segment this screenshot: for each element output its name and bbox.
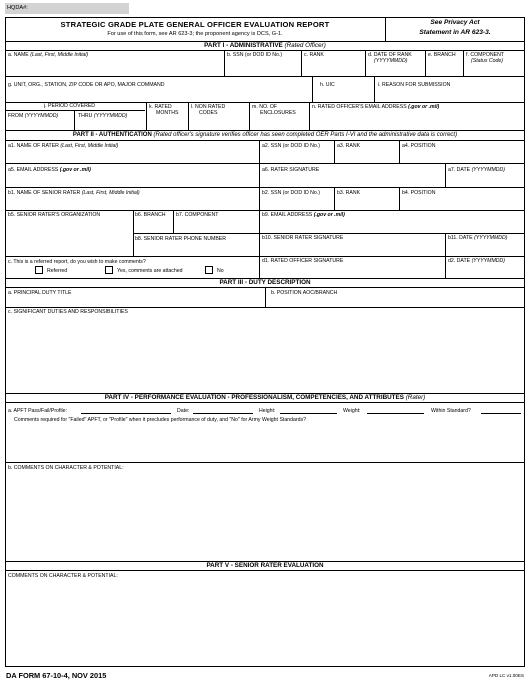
rater-email-field[interactable] <box>6 174 258 186</box>
ssn-label: b. SSN (or DOD ID No.) <box>227 52 283 58</box>
senior-rater-date-label: b11. DATE (YYYYMMDD) <box>448 235 508 241</box>
form-number: DA FORM 67-10-4, NOV 2015 <box>6 671 107 680</box>
weight-field[interactable] <box>367 413 424 414</box>
part3-title: PART III - DUTY DESCRIPTION <box>219 279 311 286</box>
unit-label: g. UNIT, ORG., STATION, ZIP CODE OR APO, MAJOR COMMAND <box>8 82 165 88</box>
senior-rater-rank-field[interactable] <box>335 197 398 209</box>
senior-rater-branch-field[interactable] <box>134 219 172 231</box>
nonrated-codes-field[interactable] <box>189 117 248 129</box>
rated-months-label: k. RATED <box>149 104 172 110</box>
uic-field[interactable] <box>313 89 373 101</box>
form-subtitle: For use of this form, see AR 623-3; the proponent agency is DCS, G-1. <box>107 31 283 37</box>
height-field[interactable] <box>280 413 337 414</box>
senior-rater-org-field[interactable] <box>6 219 132 255</box>
senior-rater-signature-label: b10. SENIOR RATER SIGNATURE <box>262 235 344 241</box>
period-from-field[interactable] <box>6 119 73 129</box>
enclosures-field[interactable] <box>250 117 308 129</box>
height-label: Height: <box>259 408 276 414</box>
apft-label: a. APFT Pass/Fail/Profile: <box>8 408 68 414</box>
rated-officer-email-field[interactable] <box>310 112 524 129</box>
no-comments-label: No <box>217 268 224 274</box>
principal-duty-title-label: a. PRINCIPAL DUTY TITLE <box>8 290 72 296</box>
rank-label: c. RANK <box>304 52 324 58</box>
rater-signature-label: a6. RATER SIGNATURE <box>262 167 320 173</box>
rater-rank-field[interactable] <box>335 150 398 162</box>
reason-field[interactable] <box>375 89 524 101</box>
yes-comments-checkbox[interactable] <box>105 266 113 274</box>
rater-signature-field[interactable] <box>260 174 444 186</box>
rated-months-label-2: MONTHS <box>156 110 179 116</box>
branch-field[interactable] <box>426 58 462 74</box>
branch-label: e. BRANCH <box>428 52 456 58</box>
part5-title: PART V - SENIOR RATER EVALUATION <box>206 562 324 569</box>
rated-officer-date-label: d2. DATE (YYYYMMDD) <box>448 258 505 264</box>
component-label: f. COMPONENT <box>466 52 505 58</box>
senior-rater-position-label: b4. POSITION <box>402 190 436 196</box>
senior-rater-org-label: b5. SENIOR RATER'S ORGANIZATION <box>8 212 101 218</box>
from-label: FROM (YYYYMMDD) <box>8 113 59 119</box>
reason-label: i. REASON FOR SUBMISSION <box>378 82 451 88</box>
senior-rater-signature-field[interactable] <box>260 242 444 255</box>
apft-date-label: Date: <box>177 408 190 414</box>
senior-rater-date-field[interactable] <box>446 242 524 255</box>
uic-label: h. UIC <box>320 82 335 88</box>
referred-question: c. This is a referred report, do you wish to make comments? <box>8 259 146 265</box>
apft-field[interactable] <box>81 413 171 414</box>
senior-rater-ssn-field[interactable] <box>260 197 333 209</box>
part4-title: PART IV - PERFORMANCE EVALUATION - PROFESSIONALISM, COMPETENCIES, AND ATTRIBUTES (Rater) <box>104 394 426 401</box>
rated-officer-rank-field[interactable] <box>302 58 364 74</box>
apft-date-field[interactable] <box>193 413 253 414</box>
hqda-label: HQDA#: <box>7 5 28 11</box>
rater-date-label: a7. DATE (YYYYMMDD) <box>448 167 505 173</box>
senior-rater-phone-field[interactable] <box>134 243 258 255</box>
name-label: a. NAME (Last, First, Middle Initial) <box>8 52 89 58</box>
senior-rater-comments-textarea[interactable] <box>6 580 524 666</box>
rated-officer-email-label: n. RATED OFFICER'S EMAIL ADDRESS (.gov or .mil) <box>312 104 440 110</box>
period-covered-label: j. PERIOD COVERED <box>44 103 96 109</box>
nonrated-codes-label-2: CODES <box>199 110 218 116</box>
senior-rater-email-label: b9. EMAIL ADDRESS (.gov or .mil) <box>262 212 345 218</box>
rater-ssn-field[interactable] <box>260 150 333 162</box>
rater-position-field[interactable] <box>400 150 524 162</box>
rater-ssn-label: a2. SSN (or DOD ID No.) <box>262 143 320 149</box>
senior-rater-email-field[interactable] <box>260 219 524 231</box>
duties-label: c. SIGNIFICANT DUTIES AND RESPONSIBILITIES <box>8 309 128 315</box>
enclosures-label: m. NO. OF <box>252 104 278 110</box>
form-title: STRATEGIC GRADE PLATE GENERAL OFFICER EVALUATION REPORT <box>60 20 330 29</box>
yes-comments-label: Yes, comments are attached <box>117 268 183 274</box>
part2-title: PART II - AUTHENTICATION (Rated officer's signature verifies officer has seen completed OER Parts I-VI and the administrative data is correct) <box>72 132 458 138</box>
apft-comments-note: Comments required for "Failed" APFT, or "Profile" when it precludes performance of duty, and "No" for Army Weight Standards? <box>14 417 306 423</box>
part1-title: PART I - ADMINISTRATIVE (Rated Officer) <box>204 42 326 49</box>
unit-field[interactable] <box>6 89 311 101</box>
weight-label: Weight: <box>343 408 361 414</box>
apft-comments-field[interactable] <box>6 425 524 461</box>
component-sub: (Status Code) <box>471 58 504 64</box>
enclosures-label-2: ENCLOSURES <box>260 110 296 116</box>
position-aoc-field[interactable] <box>266 296 524 306</box>
senior-rater-position-field[interactable] <box>400 197 524 209</box>
nonrated-codes-label: l. NON RATED <box>191 104 226 110</box>
senior-rater-component-label: b7. COMPONENT <box>176 212 219 218</box>
senior-rater-branch-label: b6. BRANCH <box>135 212 166 218</box>
rated-officer-signature-label: d1. RATED OFFICER SIGNATURE <box>262 258 344 264</box>
rater-date-field[interactable] <box>446 174 524 186</box>
period-thru-field[interactable] <box>75 119 145 129</box>
rater-email-label: a5. EMAIL ADDRESS (.gov or .mil) <box>8 167 91 173</box>
rater-comments-label: b. COMMENTS ON CHARACTER & POTENTIAL: <box>8 465 124 471</box>
senior-rater-ssn-label: b2. SSN (or DOD ID No.) <box>262 190 320 196</box>
senior-rater-name-field[interactable] <box>6 197 258 209</box>
rated-officer-ssn-field[interactable] <box>225 58 300 74</box>
date-of-rank-field[interactable] <box>366 64 424 74</box>
senior-rater-component-field[interactable] <box>174 219 258 231</box>
rated-officer-name-field[interactable] <box>6 58 224 74</box>
rater-name-field[interactable] <box>6 150 258 162</box>
rated-officer-date-field[interactable] <box>446 265 524 277</box>
date-of-rank-label: d. DATE OF RANK <box>368 52 412 58</box>
within-standard-label: Within Standard? <box>431 408 471 414</box>
rated-months-field[interactable] <box>147 117 187 129</box>
rater-name-label: a1. NAME OF RATER (Last, First, Middle Initial) <box>8 143 119 149</box>
privacy-act-link[interactable]: See Privacy Act <box>430 19 480 26</box>
rater-comments-textarea[interactable] <box>6 472 524 560</box>
thru-label: THRU (YYYYMMDD) <box>78 113 128 119</box>
form-version: APD LC v1.00ES <box>488 673 524 678</box>
component-field[interactable] <box>464 64 524 74</box>
senior-rater-phone-label: b8. SENIOR RATER PHONE NUMBER <box>135 236 226 242</box>
senior-rater-comments-label: COMMENTS ON CHARACTER & POTENTIAL: <box>8 573 118 579</box>
principal-duty-title-field[interactable] <box>6 296 264 306</box>
senior-rater-name-label: b1. NAME OF SENIOR RATER (Last, First, Middle Initial) <box>8 190 140 196</box>
referred-checkbox[interactable] <box>35 266 43 274</box>
duties-textarea[interactable] <box>6 316 524 392</box>
rater-rank-label: a3. RANK <box>337 143 361 149</box>
no-comments-checkbox[interactable] <box>205 266 213 274</box>
rater-position-label: a4. POSITION <box>402 143 436 149</box>
rated-officer-signature-field[interactable] <box>260 265 444 277</box>
senior-rater-rank-label: b3. RANK <box>337 190 361 196</box>
privacy-act-statement: Statement in AR 623-3. <box>419 29 491 36</box>
date-of-rank-sub: (YYYYMMDD) <box>374 58 408 64</box>
within-standard-field[interactable] <box>481 413 521 414</box>
position-aoc-label: b. POSITION AOC/BRANCH <box>271 290 338 296</box>
referred-label: Referred <box>47 268 68 274</box>
